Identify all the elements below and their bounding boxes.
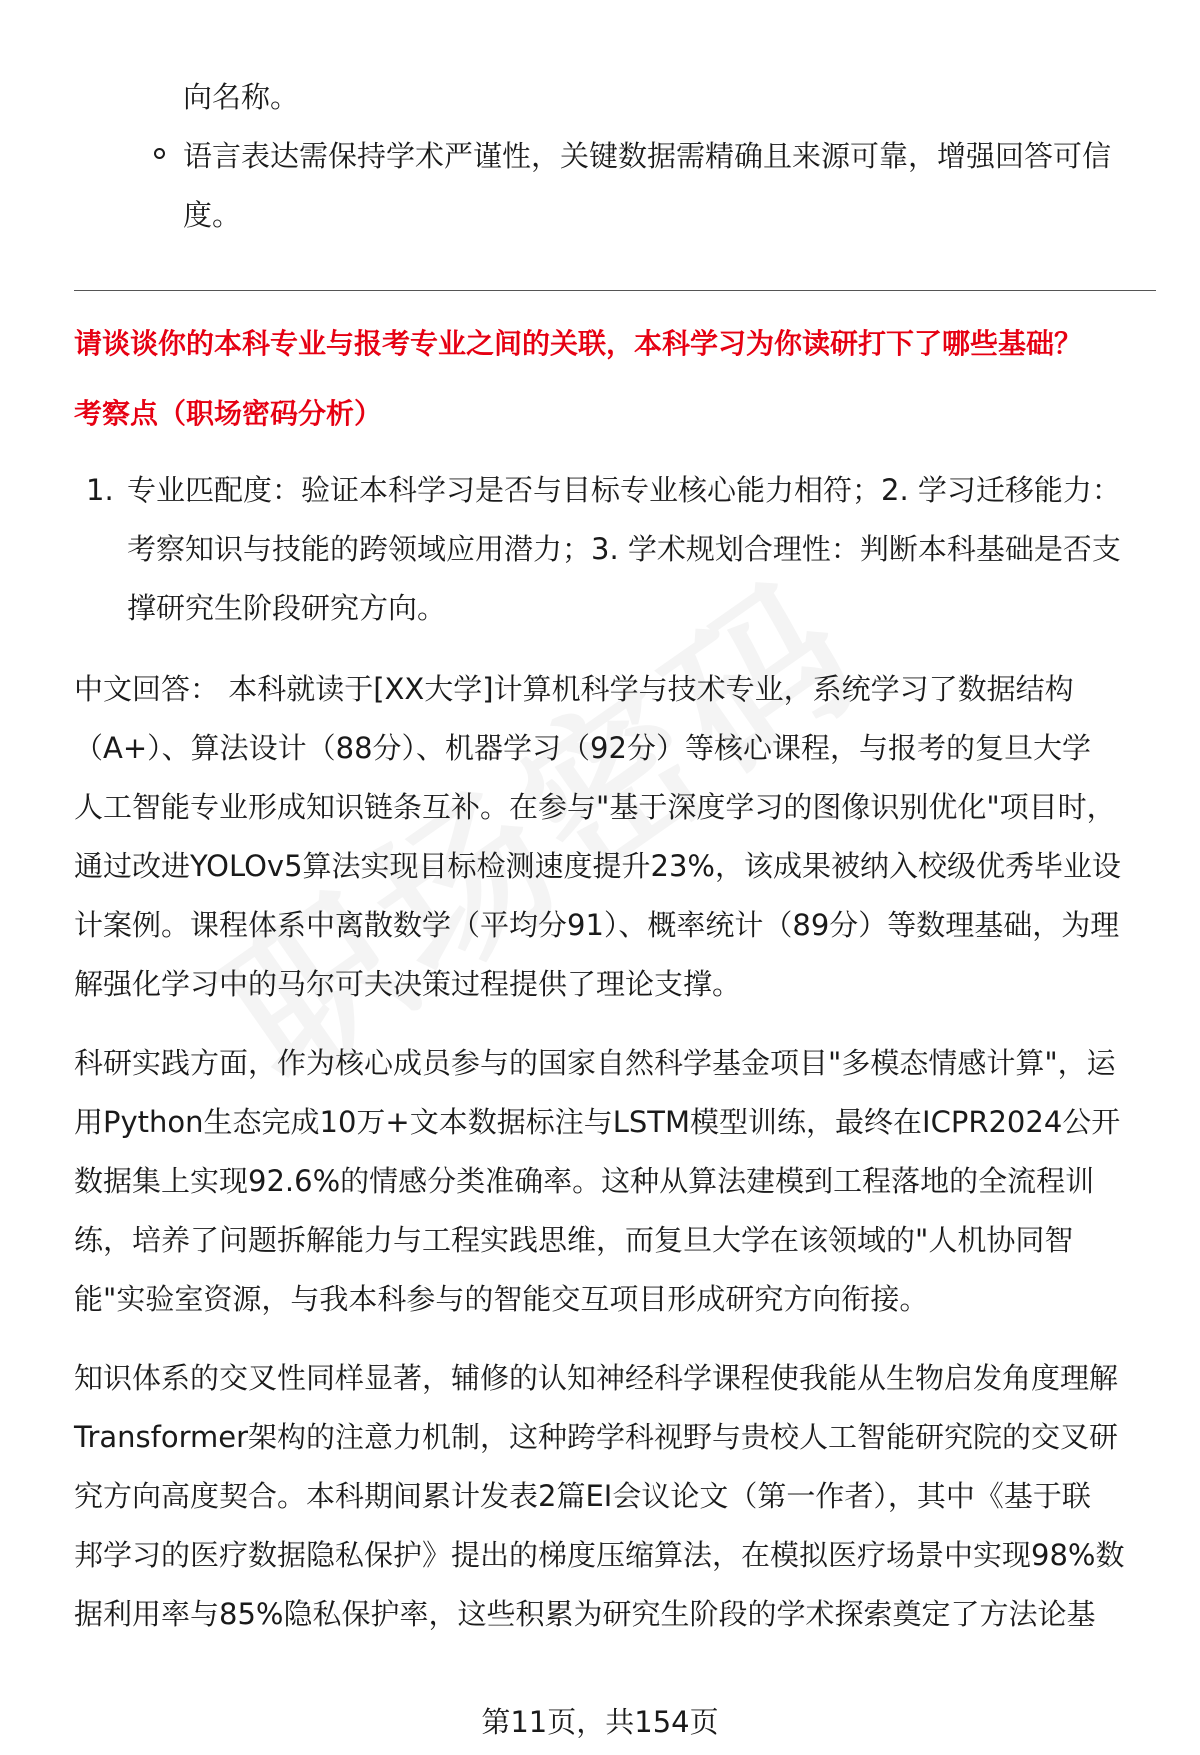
answer-line: 究方向高度契合。本科期间累计发表2篇EI会议论文（第一作者），其中《基于联 [74, 1479, 1091, 1513]
points-line: 专业匹配度：验证本科学习是否与目标专业核心能力相符；2. 学习迁移能力： [127, 473, 1121, 507]
answer-paragraph-2 [74, 1034, 1154, 1329]
answer-line: 能"实验室资源，与我本科参与的智能交互项目形成研究方向衔接。 [74, 1282, 929, 1316]
answer-line: 知识体系的交叉性同样显著，辅修的认知神经科学课程使我能从生物启发角度理解 [74, 1361, 1119, 1395]
bullet-item-continued [74, 68, 1154, 127]
answer-line: 科研实践方面，作为核心成员参与的国家自然科学基金项目"多模态情感计算"，运 [74, 1046, 1116, 1080]
bullet-text-line: 语言表达需保持学术严谨性，关键数据需精确且来源可靠，增强回答可信 [183, 139, 1112, 173]
bullet-text-line: 度。 [183, 198, 242, 232]
answer-paragraph-3 [74, 1349, 1154, 1644]
evaluation-points [74, 461, 1154, 638]
document-body [74, 68, 1154, 1644]
hollow-circle-bullet-icon [154, 148, 165, 159]
bullet-item-language [74, 127, 1154, 245]
question-title: 请谈谈你的本科专业与报考专业之间的关联，本科学习为你读研打下了哪些基础？ [74, 327, 1083, 360]
points-line: 撑研究生阶段研究方向。 [127, 591, 447, 625]
points-line: 考察知识与技能的跨领域应用潜力；3. 学术规划合理性：判断本科基础是否支 [127, 532, 1121, 566]
section-divider [74, 290, 1156, 291]
answer-line: 人工智能专业形成知识链条互补。在参与"基于深度学习的图像识别优化"项目时， [74, 790, 1116, 824]
answer-line: Transformer架构的注意力机制，这种跨学科视野与贵校人工智能研究院的交叉研 [74, 1420, 1119, 1454]
answer-line: 据利用率与85%隐私保护率，这些积累为研究生阶段的学术探索奠定了方法论基 [74, 1597, 1096, 1631]
answer-line: 计案例。课程体系中离散数学（平均分91）、概率统计（89分）等数理基础，为理 [74, 908, 1120, 942]
answer-line: 用Python生态完成10万+文本数据标注与LSTM模型训练，最终在ICPR2024公开 [74, 1105, 1121, 1139]
answer-line: 邦学习的医疗数据隐私保护》提出的梯度压缩算法，在模拟医疗场景中实现98%数 [74, 1538, 1125, 1572]
question-subtitle: 考察点（职场密码分析） [74, 397, 383, 430]
answer-line: 通过改进YOLOv5算法实现目标检测速度提升23%，该成果被纳入校级优秀毕业设 [74, 849, 1121, 883]
answer-line: 数据集上实现92.6%的情感分类准确率。这种从算法建模到工程落地的全流程训 [74, 1164, 1095, 1198]
bullet-continued-text: 向名称。 [183, 80, 300, 114]
answer-line: 练，培养了问题拆解能力与工程实践思维，而复旦大学在该领域的"人机协同智 [74, 1223, 1074, 1257]
page-number-footer: 第11页，共154页 [481, 1705, 719, 1739]
list-number: 1. [86, 473, 114, 507]
answer-paragraph-1 [74, 660, 1154, 1014]
answer-line: 中文回答： 本科就读于[XX大学]计算机科学与技术专业，系统学习了数据结构 [74, 672, 1074, 706]
answer-line: （A+）、算法设计（88分）、机器学习（92分）等核心课程，与报考的复旦大学 [74, 731, 1091, 765]
answer-line: 解强化学习中的马尔可夫决策过程提供了理论支撑。 [74, 967, 742, 1001]
